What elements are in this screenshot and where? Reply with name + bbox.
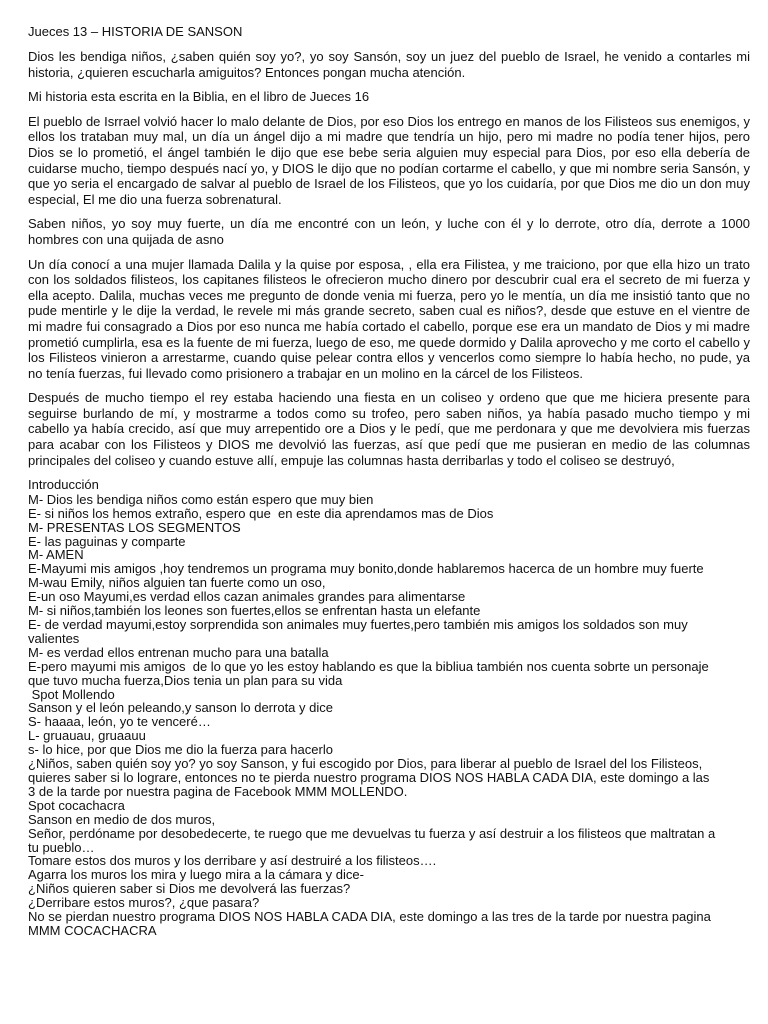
script-line: quieres saber si lo lograre, entonces no te pierda nuestro programa DIOS NOS HABLA CADA DIA, este domingo a las	[28, 769, 710, 785]
script-line: Spot Mollendo	[28, 686, 115, 702]
script-line: Agarra los muros los mira y luego mira a la cámara y dice-	[28, 867, 364, 883]
script-line: Tomare estos dos muros y los derribare y así destruiré a los filisteos….	[28, 853, 437, 869]
script-line: E-Mayumi mis amigos ,hoy tendremos un programa muy bonito,donde hablaremos hacerca de un hombre muy fuerte	[28, 561, 704, 577]
script-line: E- de verdad mayumi,estoy sorprendida son animales muy fuertes,pero también mis amigos los soldados son muy	[28, 617, 688, 632]
document-page	[28, 24, 750, 938]
paragraph-greeting: Dios les bendiga niños, ¿saben quién soy yo?, yo soy Sansón, soy un juez del pueblo de Israel, he venido a contarles mi historia, ¿quieren escucharla amiguitos? Entonces pongan mucha atención.	[28, 49, 750, 80]
script-lines	[28, 493, 750, 938]
script-line: E-pero mayumi mis amigos de lo que yo les estoy hablando es que la bibliua también nos cuenta sobrte un personaje	[28, 658, 709, 674]
script-line: ¿Niños quieren saber si Dios me devolverá las fuerzas?	[28, 881, 351, 897]
script-line: 3 de la tarde por nuestra pagina de Facebook MMM MOLLENDO.	[28, 783, 408, 799]
script-line: M- es verdad ellos entrenan mucho para una batalla	[28, 644, 329, 660]
document-title: Jueces 13 – HISTORIA DE SANSON	[28, 24, 243, 39]
script-line: M- si niños,también los leones son fuertes,ellos se enfrentan hasta un elefante	[28, 603, 481, 619]
script-line: ¿Niños, saben quién soy yo? yo soy Sanson, y fui escogido por Dios, para liberar al pueblo de Israel del los Filisteos,	[28, 756, 703, 772]
script-heading: Introducción	[28, 477, 99, 493]
script-line: s- lo hice, por que Dios me dio la fuerza para hacerlo	[28, 742, 333, 758]
script-line: No se pierdan nuestro programa DIOS NOS HABLA CADA DIA, este domingo a las tres de la tarde por nuestra pagina	[28, 909, 711, 925]
paragraph-dalila: Un día conocí a una mujer llamada Dalila y la quise por esposa, , ella era Filistea, y me traiciono, por que ella hizo un trato con los soldados filisteos, los capitanes filisteos le ofrecieron mucho dinero por descubrir cual era el secreto de mi fuerza y ella acepto. Dalila, muchas veces me pregunto de donde venia mi fuerza, pero yo le mentía, un día me insistió tanto que no pude mentirle y le dije la verdad, le revele mi más grande secreto, saben cual es niños?, desde que estuve en el vientre de mi madre fui consagrado a Dios por eso nunca me había cortado el cabello, porque ese era un mandato de Dios y mi madre prometió cumplirla, esa es la fuente de mi fuerza, luego de eso, me quede dormido y Dalila aprovecho y me corto el cabello y los Filisteos vinieron a arrestarme, cuando quise pelear contra ellos y vencerlos como siempre lo había hecho, no pude, ya no tenía fuerzas, fui llevado como prisionero a trabajar en un molino en la cárcel de los Filisteos.	[28, 256, 750, 381]
paragraph-coliseum: Después de mucho tiempo el rey estaba haciendo una fiesta en un coliseo y ordeno que que me hiciera presente para seguirse burlando de mí, y mostrarme a todos como su trofeo, pero saben niños, ya había pasado mucho tiempo y mi cabello ya había crecido, así que muy arrepentido ore a Dios y le pedí, que me perdonara y que me devolviera mis fuerzas para acabar con los Filisteos y DIOS me devolvió las fuerzas, así que pedí que me pusieran en medio de las columnas principales del coliseo y cuando estuve allí, empuje las columnas hasta derribarlas y todo el coliseo se destruyó,	[28, 390, 750, 468]
script-line: E- las paguinas y comparte	[28, 533, 186, 549]
script-line: valientes	[28, 630, 80, 646]
script-line: Sanson y el león peleando,y sanson lo derrota y dice	[28, 700, 333, 716]
paragraph-birth-story: El pueblo de Isrrael volvió hacer lo malo delante de Dios, por eso Dios los entrego en manos de los Filisteos sus enemigos, y ellos los trataban muy mal, un día un ángel dijo a mi madre que tendría un hijo, pero mi madre no podía tener hijos, pero Dios se lo prometió, el ángel también le dijo que ese bebe seria alguien muy especial para Dios, por eso ella debería de cuidarse mucho, tiempo después nací yo, y DIOS le dijo que no podían cortarme el cabello, y que mi nombre seria Sansón, y que yo seria el encargado de salvar al pueblo de Israel de los Filisteos, que yo los cuidaría, por que Dios me dio un don muy especial, El me dio una fuerza sobrenatural.	[28, 113, 750, 207]
script-line: M-wau Emily, niños alguien tan fuerte como un oso,	[28, 575, 326, 591]
script-line: ¿Derribare estos muros?, ¿que pasara?	[28, 895, 260, 911]
paragraph-bible-reference: Mi historia esta escrita en la Biblia, en el libro de Jueces 16	[28, 89, 370, 105]
script-line: M- Dios les bendiga niños como están espero que muy bien	[28, 491, 374, 507]
script-line: Sanson en medio de dos muros,	[28, 811, 216, 827]
script-line: E- si niños los hemos extraño, espero que en este dia aprendamos mas de Dios	[28, 505, 494, 521]
script-line: M- AMEN	[28, 547, 84, 563]
script-line: tu pueblo…	[28, 839, 95, 855]
script-line: L- gruauau, gruaauu	[28, 728, 146, 744]
script-line: Spot cocachacra	[28, 797, 125, 813]
paragraph-strength: Saben niños, yo soy muy fuerte, un día me encontré con un león, y luche con él y lo derrote, otro día, derrote a 1000 hombres con una quijada de asno	[28, 216, 750, 247]
script-section	[28, 477, 750, 938]
script-line: Señor, perdóname por desobedecerte, te ruego que me devuelvas tu fuerza y así destruir a los filisteos que maltratan a	[28, 825, 716, 841]
script-line: M- PRESENTAS LOS SEGMENTOS	[28, 519, 241, 535]
script-line: MMM COCACHACRA	[28, 922, 157, 938]
script-line: S- haaaa, león, yo te venceré…	[28, 714, 211, 730]
script-line: que tuvo mucha fuerza,Dios tenia un plan para su vida	[28, 672, 343, 688]
script-line: E-un oso Mayumi,es verdad ellos cazan animales grandes para alimentarse	[28, 589, 466, 605]
